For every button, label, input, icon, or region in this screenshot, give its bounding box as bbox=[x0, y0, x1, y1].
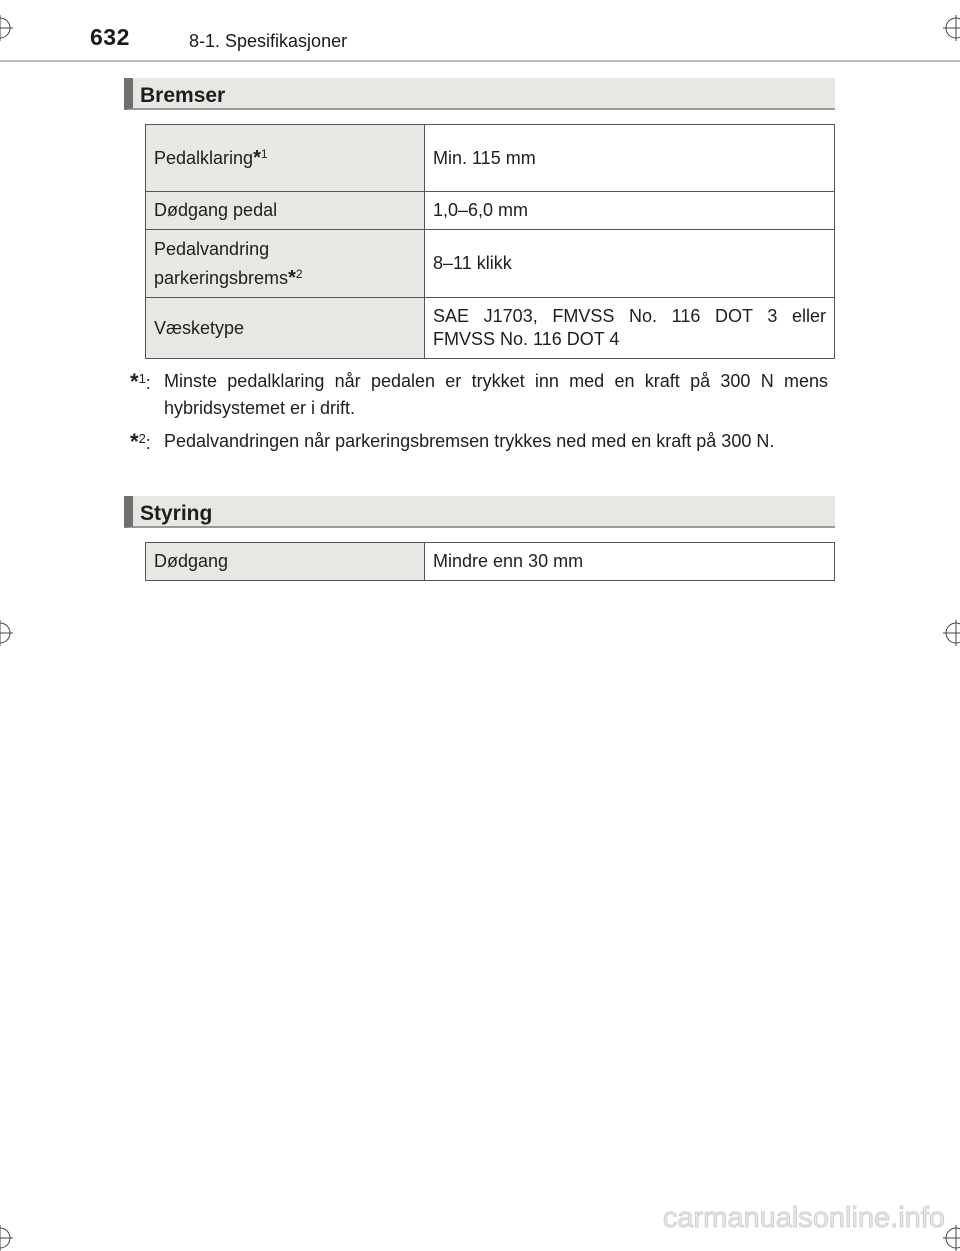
row-value: 1,0–6,0 mm bbox=[425, 192, 835, 230]
footnote-asterisk: * bbox=[288, 266, 296, 289]
steering-spec-table bbox=[145, 542, 835, 581]
row-label: Pedalklaring*$^1$ bbox=[146, 125, 425, 192]
header-divider bbox=[0, 60, 960, 62]
watermark-logo bbox=[600, 1196, 950, 1236]
table-row bbox=[146, 230, 835, 298]
value-line: FMVSS No. 116 DOT 4 bbox=[433, 329, 620, 349]
footnote-ref: 1 bbox=[260, 146, 268, 161]
steering-heading-text: Styring bbox=[140, 502, 213, 525]
registration-mark-mid-right-icon bbox=[943, 620, 960, 646]
row-value: Min. 115 mm bbox=[425, 125, 835, 192]
brakes-heading-text: Bremser bbox=[140, 84, 226, 107]
footnote-marker: *$^2$: bbox=[130, 429, 151, 454]
page-number: 632 bbox=[90, 24, 130, 50]
table-row bbox=[146, 125, 835, 192]
svg-text:carmanualsonline.info: carmanualsonline.info bbox=[662, 1202, 945, 1234]
row-value bbox=[425, 298, 835, 359]
registration-mark-bottom-left-icon bbox=[0, 1225, 13, 1251]
row-label: Dødgang pedal bbox=[146, 192, 425, 230]
brakes-section-heading bbox=[124, 78, 835, 110]
footnote-2 bbox=[130, 428, 828, 455]
registration-mark-top-left-icon bbox=[0, 15, 13, 41]
registration-mark-mid-left-icon bbox=[0, 620, 13, 646]
footnote-text: Minste pedalklaring når pedalen er trykket inn med en kraft på 300 N mens hybridsystemet er i drift. bbox=[164, 371, 828, 418]
footnote-1 bbox=[130, 368, 828, 422]
row-label: Dødgang bbox=[146, 543, 425, 581]
table-row bbox=[146, 298, 835, 359]
table-row bbox=[146, 543, 835, 581]
footnote-text: Pedalvandringen når parkeringsbremsen trykkes ned med en kraft på 300 N. bbox=[164, 431, 775, 451]
value-line: SAE J1703, FMVSS No. 116 DOT 3 eller bbox=[433, 306, 826, 326]
row-label: Pedalvandring parkeringsbrems*$^2$ bbox=[146, 230, 425, 298]
section-title: 8-1. Spesifikasjoner bbox=[189, 31, 348, 51]
footnote-ref: 2 bbox=[295, 266, 303, 281]
steering-section-heading bbox=[124, 496, 835, 528]
table-row bbox=[146, 192, 835, 230]
brakes-spec-table bbox=[145, 124, 835, 359]
footnote-marker: *$^1$: bbox=[130, 369, 151, 394]
row-value: Mindre enn 30 mm bbox=[425, 543, 835, 581]
row-value: 8–11 klikk bbox=[425, 230, 835, 298]
registration-mark-top-right-icon bbox=[943, 15, 960, 41]
footnote-asterisk: * bbox=[253, 146, 261, 169]
row-label: Væsketype bbox=[146, 298, 425, 359]
